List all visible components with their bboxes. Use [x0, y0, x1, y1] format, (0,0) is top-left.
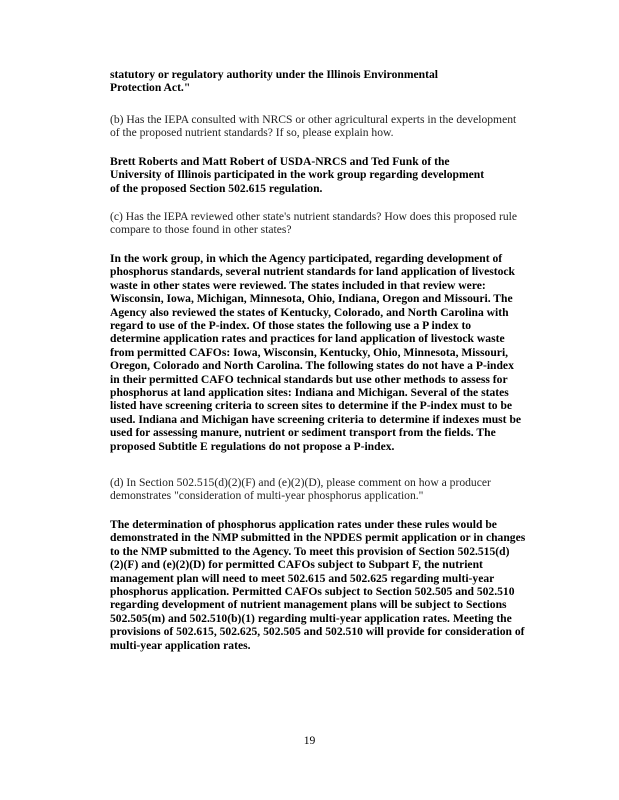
text-line: (b) Has the IEPA consulted with NRCS or other agricultural experts in the development [110, 113, 517, 126]
text-line: listed have screening criteria to screen sites to determine if the P-index must to be [110, 399, 513, 413]
text-line: phosphorus standards, several nutrient standards for land application of livestock [110, 265, 515, 279]
text-line: Brett Roberts and Matt Robert of USDA-NRCS and Ted Funk of the [110, 155, 450, 168]
text-line: from permitted CAFOs: Iowa, Wisconsin, Kentucky, Ohio, Minnesota, Missouri, [110, 345, 509, 359]
text-line: regarding development of nutrient management plans will be subject to Sections [110, 598, 507, 612]
paragraph-act-citation [110, 68, 550, 95]
text-line: provisions of 502.615, 502.625, 502.505 and 502.510 will provide for consideration of [110, 625, 525, 639]
page-number: 19 [303, 734, 316, 747]
text-line: regard to use of the P-index. Of those states the following use a P index to [110, 319, 472, 333]
text-line: used. Indiana and Michigan have screening criteria to determine if indexes must be [110, 412, 522, 426]
text-line: Oregon, Colorado and North Carolina. The following states do not have a P-index [110, 359, 514, 373]
text-line: In the work group, in which the Agency participated, regarding development of [110, 252, 503, 265]
text-line: demonstrates "consideration of multi-year phosphorus application." [110, 489, 424, 503]
text-line: Wisconsin, Iowa, Michigan, Minnesota, Ohio, Indiana, Oregon and Missouri. The [110, 292, 513, 306]
answer-b [110, 155, 550, 195]
text-line: waste in other states were reviewed. The states included in that review were: [110, 278, 486, 292]
text-line: proposed Subtitle E regulations do not propose a P-index. [110, 439, 395, 453]
text-line: Agency also reviewed the states of Kentucky, Colorado, and North Carolina with [110, 305, 509, 319]
text-line: determine application rates and practices for land application of livestock waste [110, 332, 505, 346]
answer-c [110, 252, 550, 453]
text-line: compare to those found in other states? [110, 223, 292, 237]
text-line: The determination of phosphorus application rates under these rules would be [110, 518, 497, 531]
text-line: phosphorus application. Permitted CAFOs subject to Section 502.505 and 502.510 [110, 585, 515, 599]
text-line: in their permitted CAFO technical standards but use other methods to assess for [110, 372, 508, 386]
answer-d [110, 518, 550, 652]
text-line: phosphorus at land application sites: Indiana and Michigan. Several of the states [110, 386, 509, 400]
text-line: used for assessing manure, nutrient or sediment transport from the fields. The [110, 426, 496, 440]
question-c [110, 210, 550, 237]
text-line: to the NMP submitted to the Agency. To meet this provision of Section 502.515(d) [110, 544, 510, 558]
text-line: statutory or regulatory authority under the Illinois Environmental [110, 68, 438, 81]
text-line: (2)(F) and (e)(2)(D) for permitted CAFOs subject to Subpart F, the nutrient [110, 558, 483, 572]
text-line: of the proposed nutrient standards? If so, please explain how. [110, 126, 394, 140]
text-line: of the proposed Section 502.615 regulation. [110, 181, 323, 195]
text-line: 502.505(m) and 502.510(b)(1) regarding multi-year application rates. Meeting the [110, 611, 512, 625]
text-line: demonstrated in the NMP submitted in the NPDES permit application or in changes [110, 531, 526, 545]
text-line: multi-year application rates. [110, 638, 251, 652]
text-line: Protection Act." [110, 81, 191, 95]
question-d [110, 476, 550, 503]
text-line: (c) Has the IEPA reviewed other state's nutrient standards? How does this proposed rule [110, 210, 518, 223]
question-b [110, 113, 550, 140]
text-line: (d) In Section 502.515(d)(2)(F) and (e)(2)(D), please comment on how a producer [110, 476, 491, 489]
text-line: management plan will need to meet 502.615 and 502.625 regarding multi-year [110, 571, 495, 585]
text-line: University of Illinois participated in the work group regarding development [110, 168, 485, 182]
